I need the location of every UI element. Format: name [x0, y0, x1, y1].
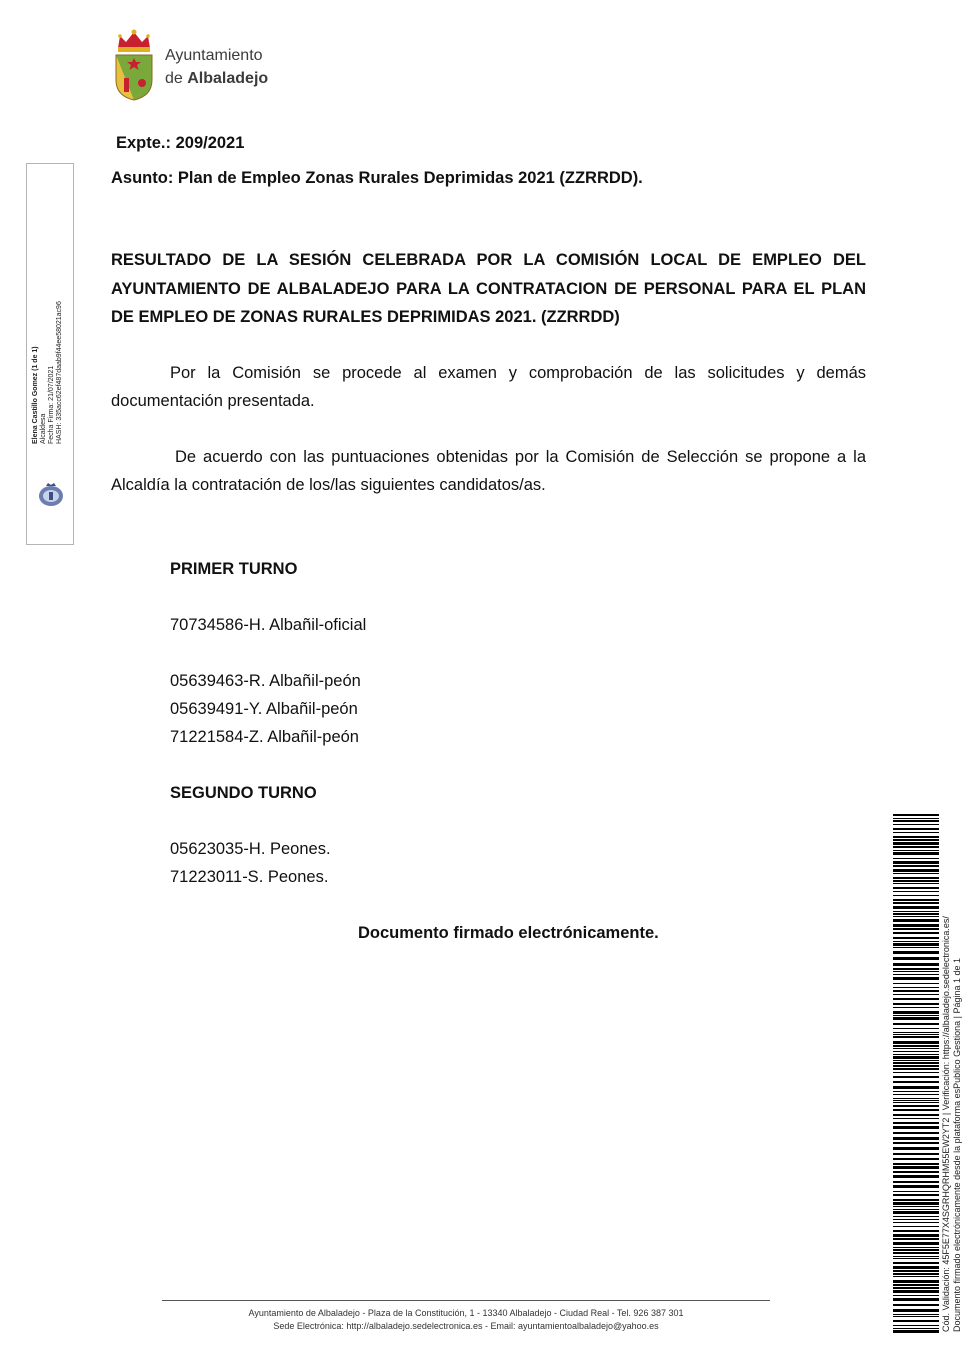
signer-name: Elena Castillo Gomez (1 de 1) [32, 346, 39, 444]
municipal-seal-icon [37, 482, 65, 508]
footer-divider [162, 1300, 770, 1301]
org-line-2-name: Albaladejo [187, 70, 269, 87]
org-line-2-prefix: de [165, 70, 183, 87]
document-heading: RESULTADO DE LA SESIÓN CELEBRADA POR LA COMISIÓN LOCAL DE EMPLEO DEL AYUNTAMIENTO DE ALBALADEJO PARA LA CONTRATACION DE PERSONAL PARA EL PLAN DE EMPLEO DE ZONAS RURALES DEPRIMIDAS 2021. (ZZRRDD) [111, 251, 866, 326]
barcode-icon [893, 814, 939, 1334]
footer-contact: Sede Electrónica: http://albaladejo.sedelectronica.es - Email: ayuntamientoalbaladejo@yahoo.es [273, 1321, 659, 1331]
org-line-2 [165, 67, 268, 90]
asunto: Asunto: Plan de Empleo Zonas Rurales Deprimidas 2021 (ZZRRDD). [111, 169, 643, 187]
footer-address: Ayuntamiento de Albaladejo - Plaza de la Constitución, 1 - 13340 Albaladejo - Ciudad Real - Tel. 926 387 301 [248, 1308, 684, 1318]
candidate-oficial: 70734586-H. Albañil-oficial [170, 616, 367, 634]
paragraph-1: Por la Comisión se procede al examen y comprobación de las solicitudes y demás documentación presentada. [111, 364, 866, 410]
expediente: Expte.: 209/2021 [116, 134, 245, 152]
verification-line-1: Cód. Validación: 45F5E77X4SGRHQRHM55EW2YT2 | Verificación: https://albaladejo.sedelectronica.es/ [941, 916, 951, 1332]
footer [162, 1307, 770, 1333]
coat-of-arms-icon [110, 28, 158, 102]
paragraph-2: De acuerdo con las puntuaciones obtenidas por la Comisión de Selección se propone a la Alcaldía la contratación de los/las siguientes candidatos/as. [111, 448, 866, 494]
candidate-peon-3: 71221584-Z. Albañil-peón [170, 728, 359, 746]
candidate-segundo-1: 05623035-H. Peones. [170, 840, 331, 858]
candidate-peon-2: 05639491-Y. Albañil-peón [170, 700, 358, 718]
org-line-1: Ayuntamiento [165, 47, 263, 64]
candidate-peon-1: 05639463-R. Albañil-peón [170, 672, 361, 690]
signer-role: Alcaldesa [40, 413, 47, 444]
signature-date: Fecha Firma: 21/07/2021 [48, 365, 55, 444]
closing-statement: Documento firmado electrónicamente. [358, 924, 659, 942]
verification-info [941, 862, 963, 1332]
signature-hash: HASH: 335acc62ef487daab9f44ee58021ac96 [56, 301, 63, 444]
signature-info [32, 272, 64, 444]
verification-line-2: Documento firmado electrónicamente desde la plataforma esPublico Gestiona | Página 1 de 1 [952, 957, 962, 1332]
candidate-segundo-2: 71223011-S. Peones. [170, 868, 329, 886]
org-name [165, 44, 268, 90]
segundo-turno-title: SEGUNDO TURNO [170, 784, 317, 802]
primer-turno-title: PRIMER TURNO [170, 560, 298, 578]
